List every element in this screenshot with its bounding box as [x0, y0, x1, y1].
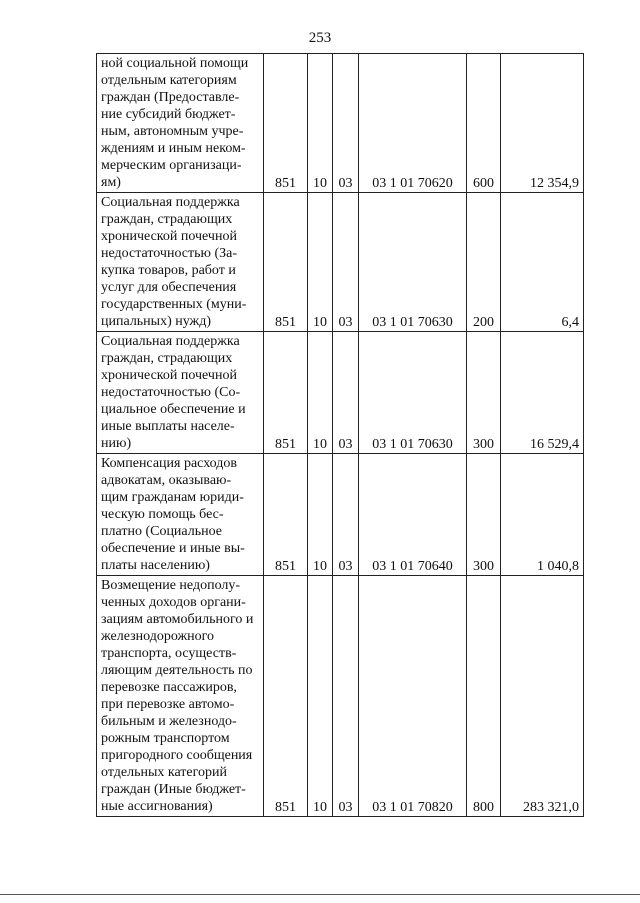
table-row: [97, 193, 584, 332]
description-line: бильным и железнодо-: [101, 714, 237, 729]
description-line: при перевозке автомо-: [101, 697, 235, 712]
description-line: недостаточностью (За-: [101, 246, 238, 261]
description-line: граждан, страдающих: [101, 351, 233, 366]
section-cell: 10: [308, 193, 333, 332]
description-line: отдельных категорий: [101, 765, 228, 780]
description-line: ципальных) нужд): [101, 314, 212, 329]
amount-cell: 283 321,0: [501, 576, 584, 817]
description-line: Социальная поддержка: [101, 334, 240, 349]
description-line: обеспечение и иные вы-: [101, 541, 245, 556]
subsection-cell: 03: [333, 576, 359, 817]
budget-table-body: [97, 54, 584, 817]
description-line: Компенсация расходов: [101, 456, 237, 471]
section-cell: 10: [308, 54, 333, 193]
description-line: граждан (Предоставле-: [101, 90, 240, 105]
description-line: железнодорожного: [101, 629, 215, 644]
description-line: платно (Социальное: [101, 524, 223, 539]
admin-code-cell: 851: [264, 54, 308, 193]
table-row: [97, 576, 584, 817]
subsection-cell: 03: [333, 454, 359, 576]
expense-type-cell: 600: [467, 54, 501, 193]
description-line: пригородного сообщения: [101, 748, 253, 763]
description-line: хронической почечной: [101, 229, 237, 244]
description-line: платы населению): [101, 558, 210, 573]
row-description: [97, 193, 264, 332]
description-line: Возмещение недополу-: [101, 578, 241, 593]
subsection-cell: 03: [333, 54, 359, 193]
section-cell: 10: [308, 576, 333, 817]
description-line: граждан, страдающих: [101, 212, 233, 227]
description-line: Социальная поддержка: [101, 195, 240, 210]
description-line: рожным транспортом: [101, 731, 230, 746]
admin-code-cell: 851: [264, 332, 308, 454]
row-description: [97, 454, 264, 576]
description-line: ческую помощь бес-: [101, 507, 224, 522]
table-row: [97, 54, 584, 193]
expense-type-cell: 200: [467, 193, 501, 332]
description-line: перевозке пассажиров,: [101, 680, 237, 695]
expense-type-cell: 300: [467, 454, 501, 576]
description-line: хронической почечной: [101, 368, 237, 383]
target-article-cell: 03 1 01 70630: [359, 332, 467, 454]
expense-type-cell: 300: [467, 332, 501, 454]
amount-cell: 6,4: [501, 193, 584, 332]
description-line: иные выплаты населе-: [101, 419, 235, 434]
subsection-cell: 03: [333, 332, 359, 454]
amount-cell: 16 529,4: [501, 332, 584, 454]
description-line: купка товаров, работ и: [101, 263, 236, 278]
target-article-cell: 03 1 01 70820: [359, 576, 467, 817]
amount-cell: 1 040,8: [501, 454, 584, 576]
description-line: услуг для обеспечения: [101, 280, 237, 295]
table-row: [97, 454, 584, 576]
target-article-cell: 03 1 01 70640: [359, 454, 467, 576]
expense-type-cell: 800: [467, 576, 501, 817]
section-cell: 10: [308, 454, 333, 576]
description-line: отдельным категориям: [101, 73, 237, 88]
description-line: транспорта, осуществ-: [101, 646, 237, 661]
target-article-cell: 03 1 01 70620: [359, 54, 467, 193]
target-article-cell: 03 1 01 70630: [359, 193, 467, 332]
budget-table: [96, 53, 584, 817]
subsection-cell: 03: [333, 193, 359, 332]
description-line: недостаточностью (Со-: [101, 385, 241, 400]
section-cell: 10: [308, 332, 333, 454]
description-line: ждениям и иным неком-: [101, 141, 246, 156]
description-line: зациям автомобильного и: [101, 612, 254, 627]
description-line: щим гражданам юриди-: [101, 490, 244, 505]
description-line: ние субсидий бюджет-: [101, 107, 236, 122]
description-line: ям): [101, 175, 121, 190]
admin-code-cell: 851: [264, 454, 308, 576]
admin-code-cell: 851: [264, 193, 308, 332]
page-number: 253: [308, 30, 332, 46]
description-line: ляющим деятельность по: [101, 663, 253, 678]
table-row: [97, 332, 584, 454]
page-bottom-edge: [0, 894, 640, 895]
description-line: адвокатам, оказываю-: [101, 473, 232, 488]
description-line: циальное обеспечение и: [101, 402, 246, 417]
row-description: [97, 576, 264, 817]
description-line: мерческим организаци-: [101, 158, 242, 173]
description-line: государственных (муни-: [101, 297, 247, 312]
description-line: ной социальной помощи: [101, 56, 249, 71]
row-description: [97, 54, 264, 193]
description-line: граждан (Иные бюджет-: [101, 782, 246, 797]
amount-cell: 12 354,9: [501, 54, 584, 193]
description-line: нию): [101, 436, 132, 451]
admin-code-cell: 851: [264, 576, 308, 817]
description-line: ным, автономным учре-: [101, 124, 244, 139]
description-line: ные ассигнования): [101, 799, 213, 814]
description-line: ченных доходов органи-: [101, 595, 246, 610]
row-description: [97, 332, 264, 454]
